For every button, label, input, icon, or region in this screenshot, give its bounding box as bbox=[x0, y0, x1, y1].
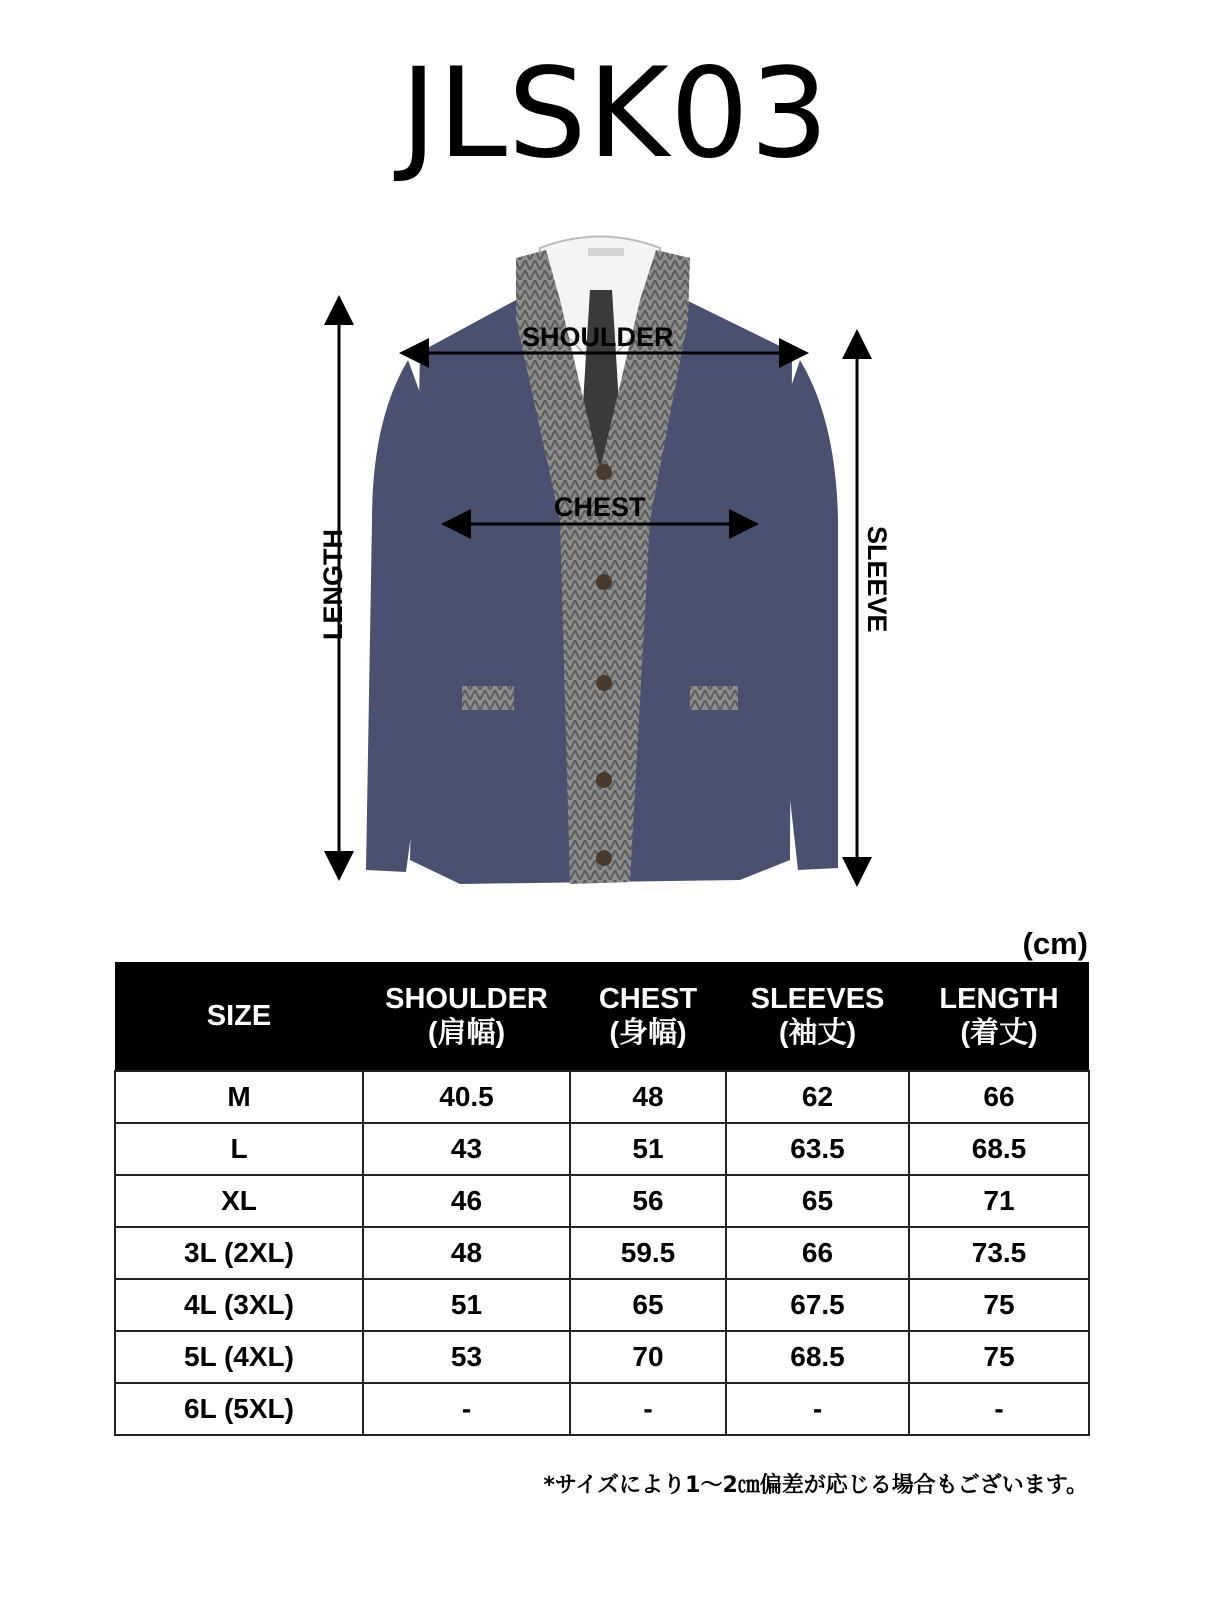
header-sleeves: SLEEVES (袖丈) bbox=[726, 962, 909, 1071]
length-cell: 73.5 bbox=[909, 1227, 1089, 1279]
length-label: LENGTH bbox=[318, 529, 348, 640]
button-icon bbox=[596, 574, 612, 590]
button-icon bbox=[596, 464, 612, 480]
sleeves-cell: 68.5 bbox=[726, 1331, 909, 1383]
size-cell: 3L (2XL) bbox=[115, 1227, 363, 1279]
header-shoulder: SHOULDER (肩幅) bbox=[363, 962, 570, 1071]
button-icon bbox=[596, 850, 612, 866]
size-cell: 5L (4XL) bbox=[115, 1331, 363, 1383]
shoulder-cell: 40.5 bbox=[363, 1071, 570, 1123]
chest-cell: 70 bbox=[570, 1331, 726, 1383]
length-cell: 75 bbox=[909, 1279, 1089, 1331]
shoulder-cell: 43 bbox=[363, 1123, 570, 1175]
shoulder-cell: 51 bbox=[363, 1279, 570, 1331]
sleeves-cell: - bbox=[726, 1383, 909, 1435]
length-cell: - bbox=[909, 1383, 1089, 1435]
header-chest: CHEST (身幅) bbox=[570, 962, 726, 1071]
chest-cell: - bbox=[570, 1383, 726, 1435]
table-row bbox=[115, 1279, 1089, 1331]
sleeves-cell: 66 bbox=[726, 1227, 909, 1279]
table-row bbox=[115, 1123, 1089, 1175]
size-cell: M bbox=[115, 1071, 363, 1123]
table-row bbox=[115, 1227, 1089, 1279]
unit-label: (cm) bbox=[1022, 926, 1088, 961]
shoulder-label: SHOULDER bbox=[522, 322, 674, 352]
chest-cell: 65 bbox=[570, 1279, 726, 1331]
shoulder-cell: 46 bbox=[363, 1175, 570, 1227]
table-row bbox=[115, 1175, 1089, 1227]
sleeves-cell: 62 bbox=[726, 1071, 909, 1123]
shoulder-cell: - bbox=[363, 1383, 570, 1435]
button-icon bbox=[596, 772, 612, 788]
product-code-title: JLSK03 bbox=[400, 42, 830, 186]
size-table bbox=[114, 962, 1090, 1436]
table-row bbox=[115, 1383, 1089, 1435]
header-length: LENGTH (着丈) bbox=[909, 962, 1089, 1071]
header-size: SIZE bbox=[115, 962, 363, 1071]
length-cell: 68.5 bbox=[909, 1123, 1089, 1175]
chest-cell: 48 bbox=[570, 1071, 726, 1123]
button-icon bbox=[596, 675, 612, 691]
size-deviation-note: *サイズにより1～2㎝偏差が応じる場合もございます。 bbox=[543, 1473, 1088, 1498]
sleeves-cell: 63.5 bbox=[726, 1123, 909, 1175]
table-row bbox=[115, 1071, 1089, 1123]
chest-cell: 56 bbox=[570, 1175, 726, 1227]
size-cell: 6L (5XL) bbox=[115, 1383, 363, 1435]
sleeves-cell: 65 bbox=[726, 1175, 909, 1227]
length-cell: 71 bbox=[909, 1175, 1089, 1227]
length-cell: 75 bbox=[909, 1331, 1089, 1383]
sleeves-cell: 67.5 bbox=[726, 1279, 909, 1331]
table-header-row bbox=[115, 962, 1089, 1071]
size-cell: L bbox=[115, 1123, 363, 1175]
sleeve-label: SLEEVE bbox=[862, 526, 892, 633]
table-row bbox=[115, 1331, 1089, 1383]
chest-cell: 59.5 bbox=[570, 1227, 726, 1279]
chest-label: CHEST bbox=[554, 492, 646, 522]
chest-cell: 51 bbox=[570, 1123, 726, 1175]
shoulder-cell: 48 bbox=[363, 1227, 570, 1279]
length-cell: 66 bbox=[909, 1071, 1089, 1123]
size-cell: XL bbox=[115, 1175, 363, 1227]
shoulder-cell: 53 bbox=[363, 1331, 570, 1383]
size-cell: 4L (3XL) bbox=[115, 1279, 363, 1331]
